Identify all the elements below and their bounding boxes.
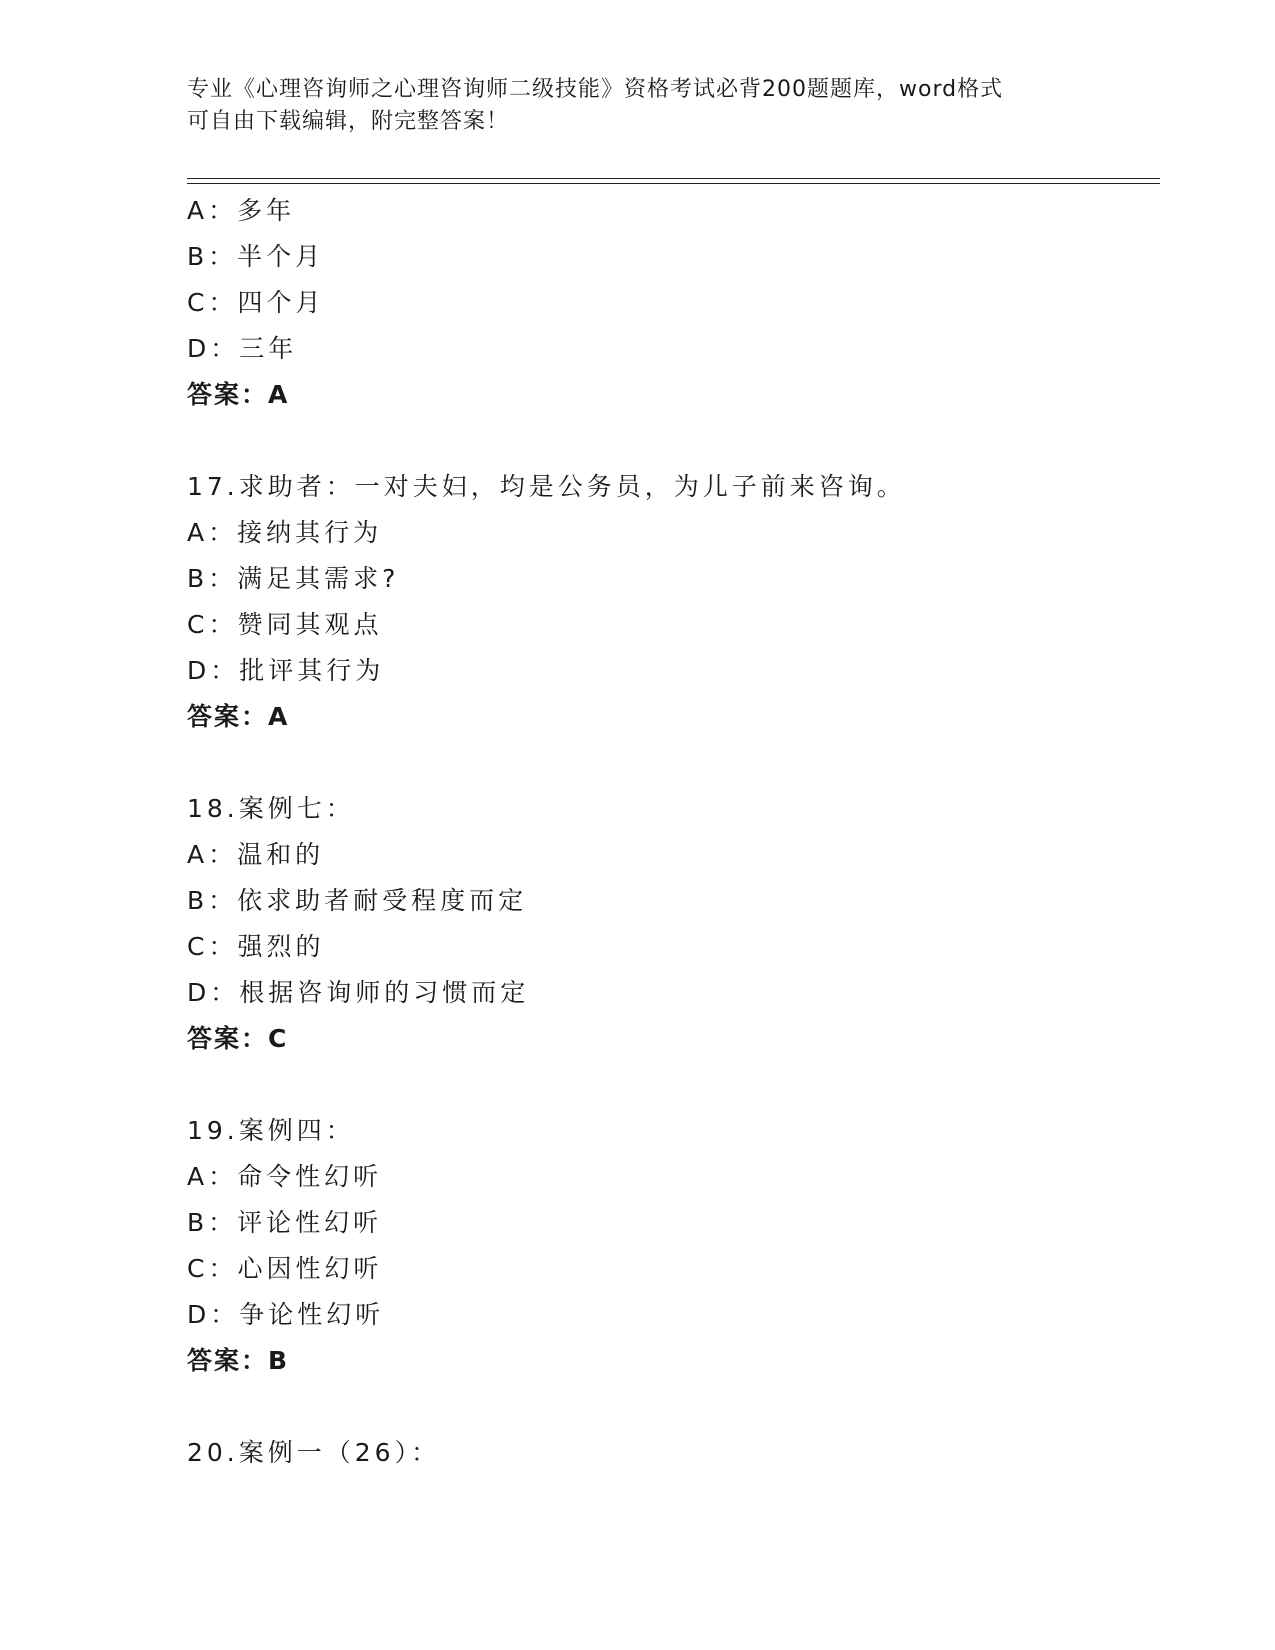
header-divider [187, 178, 1160, 184]
option-d: D：批评其行为 [187, 656, 385, 685]
option-b: B：半个月 [187, 242, 325, 271]
option-a: A：接纳其行为 [187, 518, 383, 547]
spacer [187, 740, 1160, 786]
spacer [187, 1384, 1160, 1430]
answer-line: 答案：A [187, 380, 290, 409]
question-title: 20.案例一（26）： [187, 1438, 441, 1467]
spacer [187, 1062, 1160, 1108]
question-list [187, 188, 1160, 1476]
answer-line: 答案：B [187, 1346, 290, 1375]
option-b: B：评论性幻听 [187, 1208, 383, 1237]
option-c: C：四个月 [187, 288, 325, 317]
option-a: A：多年 [187, 196, 296, 225]
question-title: 19.案例四： [187, 1116, 355, 1145]
option-c: C：强烈的 [187, 932, 325, 961]
option-a: A：命令性幻听 [187, 1162, 383, 1191]
document-header [187, 74, 1087, 138]
question-20 [187, 1430, 1160, 1476]
option-b: B：依求助者耐受程度而定 [187, 886, 528, 915]
question-title: 18.案例七： [187, 794, 355, 823]
option-d: D：三年 [187, 334, 298, 363]
question-17 [187, 464, 1160, 740]
question-title: 17.求助者：一对夫妇，均是公务员，为儿子前来咨询。 [187, 472, 906, 501]
question-19 [187, 1108, 1160, 1384]
header-line-1: 专业《心理咨询师之心理咨询师二级技能》资格考试必背200题题库，word格式 [187, 77, 1004, 102]
question-18 [187, 786, 1160, 1062]
option-a: A：温和的 [187, 840, 325, 869]
option-d: D：争论性幻听 [187, 1300, 385, 1329]
option-c: C：赞同其观点 [187, 610, 383, 639]
option-c: C：心因性幻听 [187, 1254, 383, 1283]
answer-line: 答案：A [187, 702, 290, 731]
question-16 [187, 188, 1160, 418]
spacer [187, 418, 1160, 464]
option-d: D：根据咨询师的习惯而定 [187, 978, 530, 1007]
option-b: B：满足其需求? [187, 564, 400, 593]
answer-line: 答案：C [187, 1024, 289, 1053]
header-line-2: 可自由下载编辑，附完整答案！ [187, 109, 510, 134]
